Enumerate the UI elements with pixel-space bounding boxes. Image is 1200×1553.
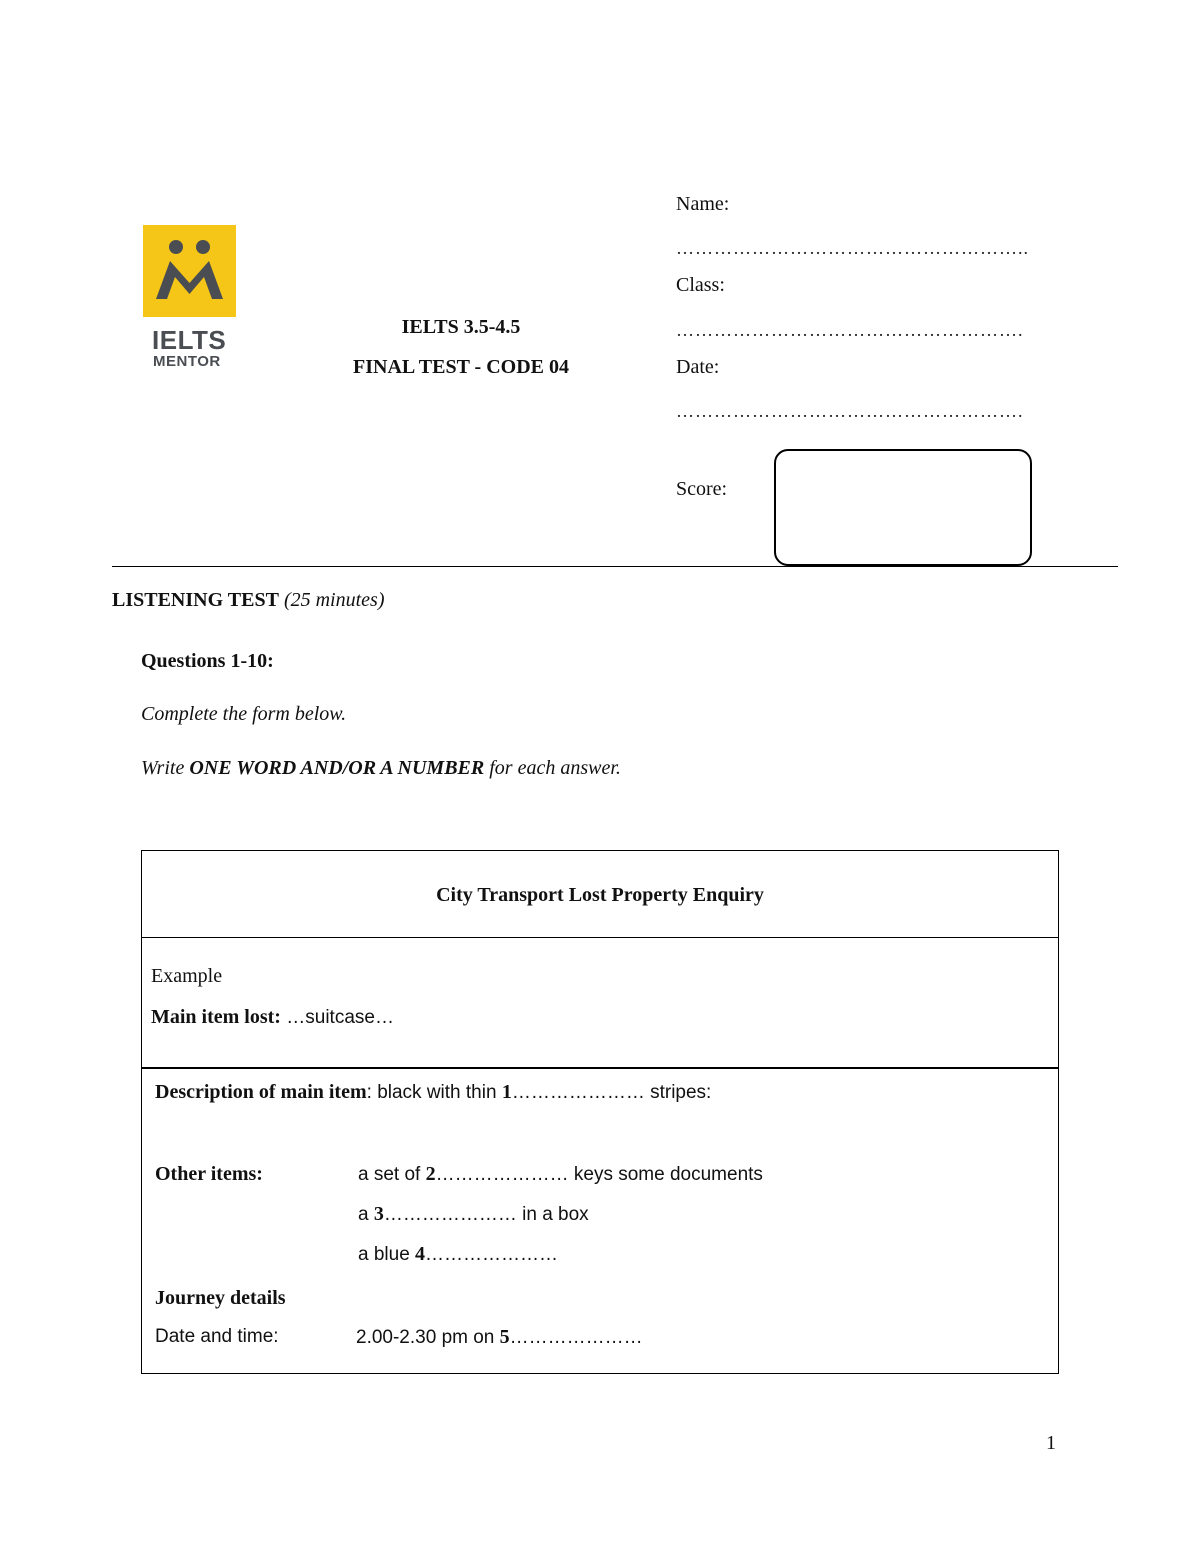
journey-details-label: Journey details xyxy=(155,1287,286,1309)
logo-text-mentor: MENTOR xyxy=(153,353,221,370)
item-3-pre: a xyxy=(358,1204,374,1225)
example-label: Example xyxy=(151,965,223,987)
description-row xyxy=(155,1081,711,1104)
date-time-text: 2.00-2.30 pm on xyxy=(356,1327,500,1348)
question-4-blank[interactable]: ………………… xyxy=(425,1244,559,1265)
instruction-text-pre: Write xyxy=(141,757,190,779)
instruction-text-post: for each answer. xyxy=(484,757,621,779)
question-4-number: 4 xyxy=(415,1243,426,1265)
question-5-number: 5 xyxy=(499,1326,510,1348)
section-title: LISTENING TEST xyxy=(112,589,279,611)
item-2-pre: a set of xyxy=(358,1164,426,1185)
main-item-value: …suitcase… xyxy=(280,1007,394,1028)
section-heading xyxy=(112,589,384,612)
question-1-number: 1 xyxy=(501,1081,512,1103)
instruction-complete-form: Complete the form below. xyxy=(141,703,347,725)
page-number: 1 xyxy=(1046,1432,1056,1454)
main-item-label: Main item lost: xyxy=(151,1006,281,1028)
question-1-blank[interactable]: ………………… stripes: xyxy=(511,1082,712,1103)
date-time-row xyxy=(356,1326,643,1349)
question-3-blank[interactable]: ………………… in a box xyxy=(383,1204,589,1225)
other-item-keys xyxy=(358,1163,763,1186)
header-divider xyxy=(112,566,1118,567)
instruction-word-limit xyxy=(141,757,621,780)
form-divider-example xyxy=(142,1067,1058,1069)
name-field[interactable]: ……………………………………………….. xyxy=(676,238,1029,258)
score-label: Score: xyxy=(676,478,728,500)
form-divider-title xyxy=(142,937,1058,938)
class-label: Class: xyxy=(676,274,725,296)
lost-property-form xyxy=(141,850,1059,1374)
instruction-word-limit-bold: ONE WORD AND/OR A NUMBER xyxy=(189,757,485,779)
description-text: : black with thin xyxy=(366,1082,502,1103)
date-field[interactable]: ………………………………………………. xyxy=(676,401,1024,421)
date-time-label: Date and time: xyxy=(155,1326,279,1347)
form-title: City Transport Lost Property Enquiry xyxy=(436,884,764,906)
other-item-box xyxy=(358,1203,589,1226)
section-duration: (25 minutes) xyxy=(283,589,385,611)
description-label: Description of main item xyxy=(155,1081,367,1103)
class-field[interactable]: ………………………………………………. xyxy=(676,320,1024,340)
score-box[interactable] xyxy=(774,449,1032,566)
two-people-m-icon xyxy=(143,225,236,317)
question-2-blank[interactable]: ………………… keys some documents xyxy=(435,1164,763,1185)
question-5-blank[interactable]: ………………… xyxy=(509,1327,643,1348)
other-items-label: Other items: xyxy=(155,1163,263,1185)
test-title-level: IELTS 3.5-4.5 xyxy=(401,316,521,338)
example-main-item xyxy=(151,1006,394,1029)
question-2-number: 2 xyxy=(425,1163,436,1185)
questions-range: Questions 1-10: xyxy=(141,650,274,672)
test-title-code: FINAL TEST - CODE 04 xyxy=(353,356,569,378)
question-3-number: 3 xyxy=(373,1203,384,1225)
other-item-blue xyxy=(358,1243,558,1266)
item-4-pre: a blue xyxy=(358,1244,416,1265)
ielts-mentor-logo xyxy=(143,225,236,375)
logo-text-ielts: IELTS xyxy=(152,325,227,355)
date-label: Date: xyxy=(676,356,720,378)
name-label: Name: xyxy=(676,193,730,215)
